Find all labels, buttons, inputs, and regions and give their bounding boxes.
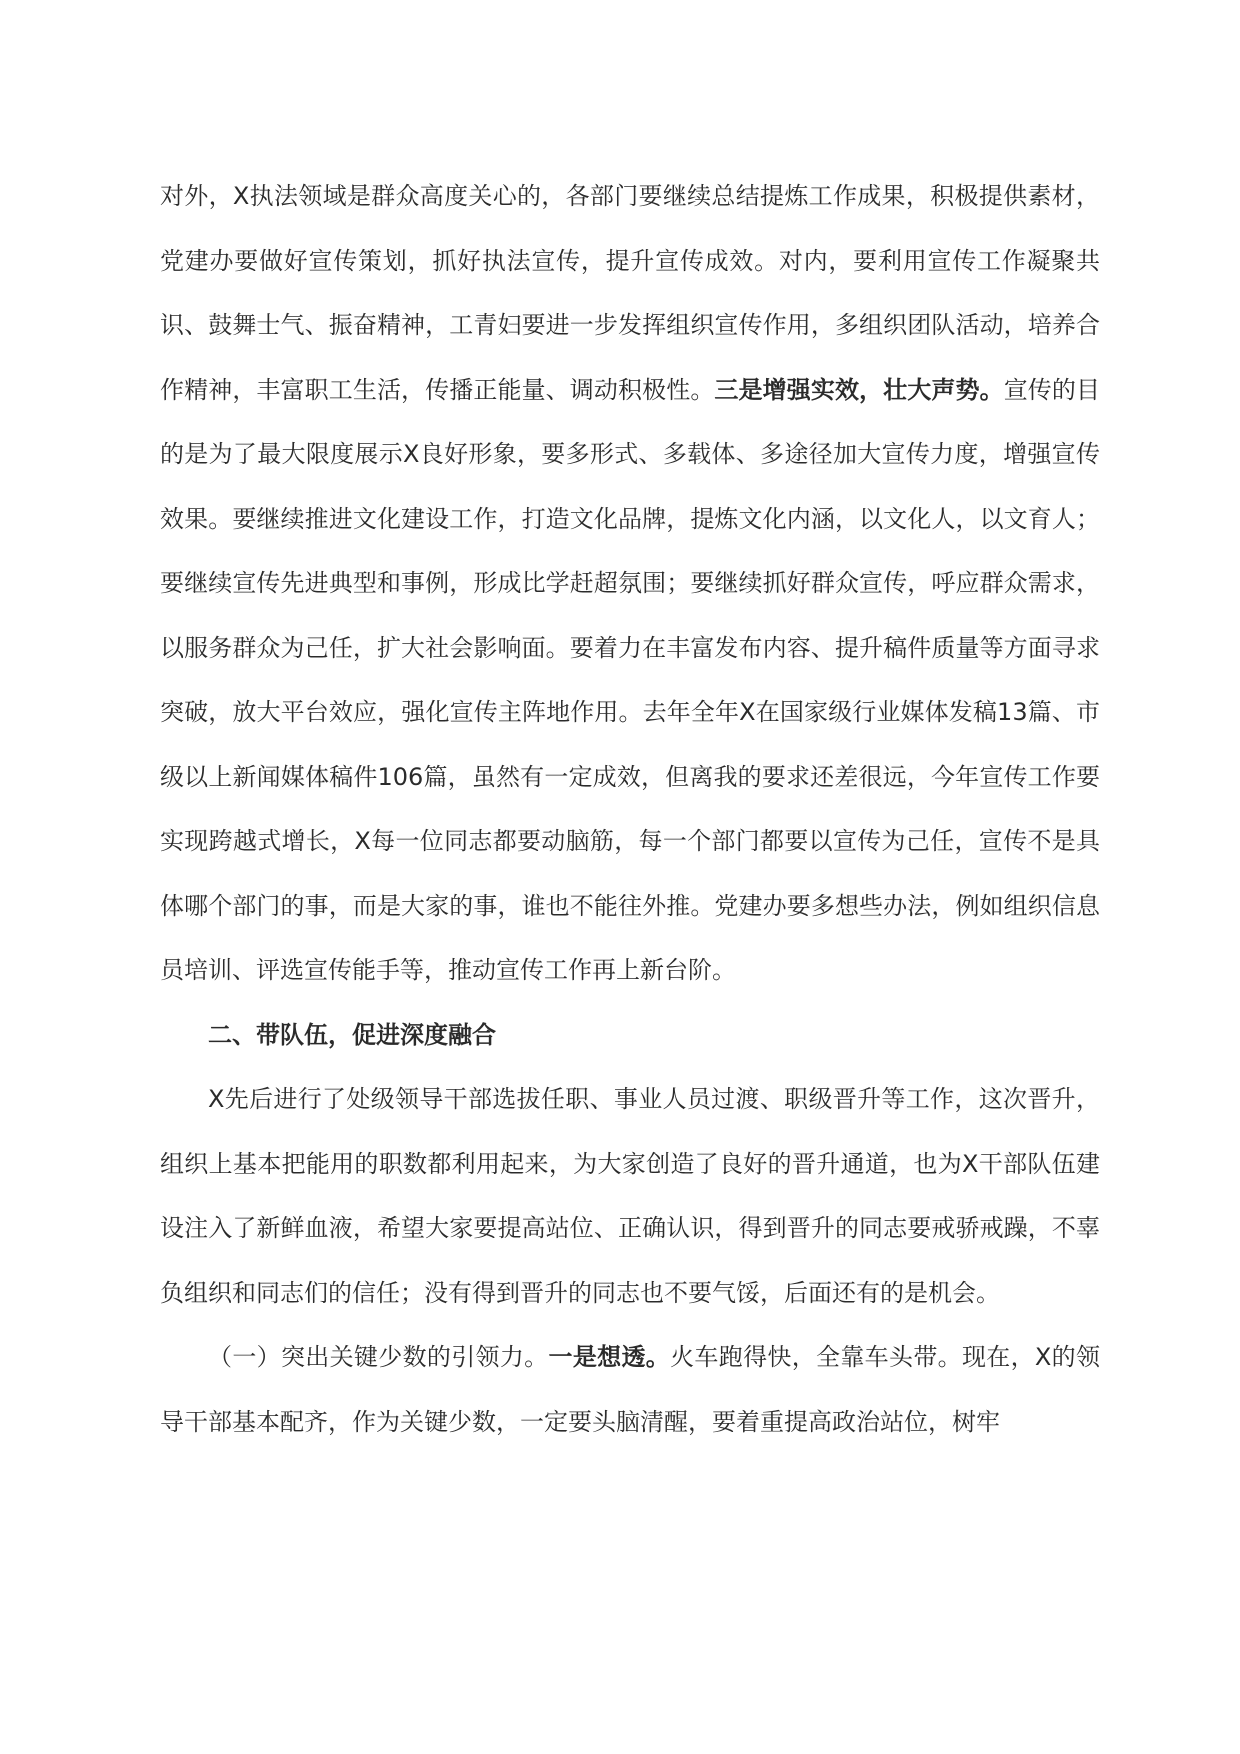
subsection-heading-one: （一）突出关键少数的引领力。 (208, 1343, 549, 1371)
paragraph-key-minority-text: 火车跑得快，全靠车头带。现在，X的领导干部基本配齐，作为关键少数，一定要头脑清醒，要着重提高政治站位，树牢 (160, 1343, 1101, 1436)
paragraph-team-promotion: X先后进行了处级领导干部选拔任职、事业人员过渡、职级晋升等工作，这次晋升，组织上基本把能用的职数都利用起来，为大家创造了良好的晋升通道，也为X干部队伍建设注入了新鲜血液，希望大家要提高站位、正确认识，得到晋升的同志要戒骄戒躁，不辜负组织和同志们的信任；没有得到晋升的同志也不要气馁，后面还有的是机会。 (160, 1085, 1100, 1307)
point-three-heading: 三是增强实效，壮大声势。 (714, 375, 1004, 404)
paragraph-publicity (160, 164, 1100, 1003)
document-body (160, 164, 1100, 1454)
section-heading-two: 二、带队伍，促进深度融合 (208, 1020, 496, 1049)
paragraph-publicity-text-1: 对外，X执法领域是群众高度关心的，各部门要继续总结提炼工作成果，积极提供素材，党建办要做好宣传策划，抓好执法宣传，提升宣传成效。对内，要利用宣传工作凝聚共识、鼓舞士气、振奋精神，工青妇要进一步发挥组织宣传作用，多组织团队活动，培养合作精神，丰富职工生活，传播正能量、调动积极性。 (160, 182, 1100, 404)
paragraph-publicity-text-2: 宣传的目的是为了最大限度展示X良好形象，要多形式、多载体、多途径加大宣传力度，增强宣传效果。要继续推进文化建设工作，打造文化品牌，提炼文化内涵，以文化人，以文育人；要继续宣传先进典型和事例，形成比学赶超氛围；要继续抓好群众宣传，呼应群众需求，以服务群众为己任，扩大社会影响面。要着力在丰富发布内容、提升稿件质量等方面寻求突破，放大平台效应，强化宣传主阵地作用。去年全年X在国家级行业媒体发稿13篇、市级以上新闻媒体稿件106篇，虽然有一定成效，但离我的要求还差很远，今年宣传工作要实现跨越式增长，X每一位同志都要动脑筋，每一个部门都要以宣传为己任，宣传不是具体哪个部门的事，而是大家的事，谁也不能往外推。党建办要多想些办法，例如组织信息员培训、评选宣传能手等，推动宣传工作再上新台阶。 (160, 375, 1101, 984)
paragraph-key-minority (160, 1325, 1100, 1454)
point-one-heading: 一是想透。 (548, 1343, 671, 1371)
